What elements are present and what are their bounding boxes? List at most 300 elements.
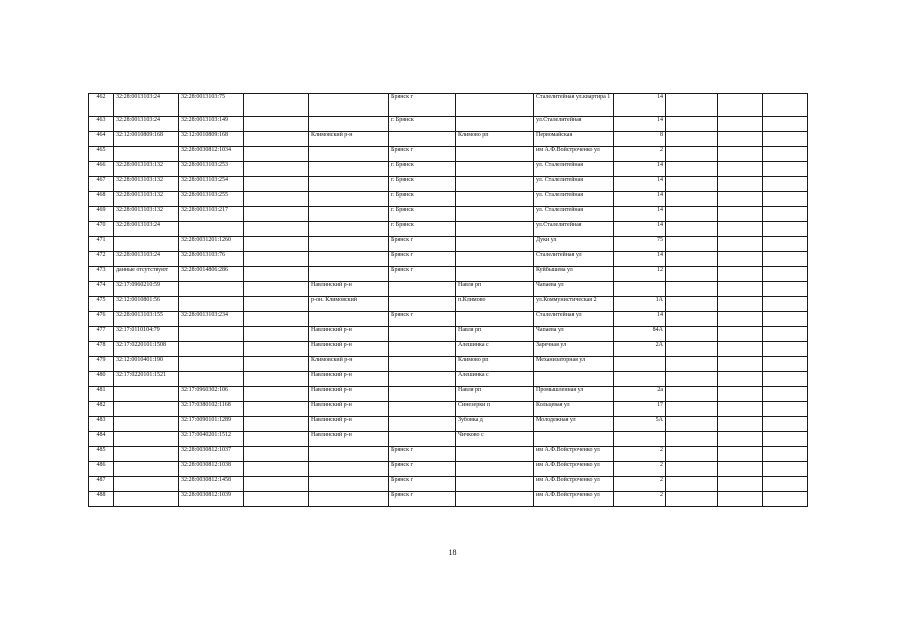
cell-row-number: 466 xyxy=(89,162,114,177)
cell-city: г. Брянск xyxy=(389,177,456,192)
cell-cadastral-number-object xyxy=(179,297,244,312)
cell-structure xyxy=(718,162,763,177)
cell-cadastral-number-land: 32:17:0960210:59 xyxy=(114,282,179,297)
cell-cadastral-number-land: 32:28:0013103:155 xyxy=(114,312,179,327)
cell-apartment xyxy=(763,222,808,237)
table-row xyxy=(89,267,808,282)
cell-row-number: 474 xyxy=(89,282,114,297)
cell-region xyxy=(244,357,309,372)
cell-region xyxy=(244,432,309,447)
cell-apartment xyxy=(763,327,808,342)
cell-street: им А.Ф.Войстроченко ул xyxy=(534,462,614,477)
cell-house-number: 14 xyxy=(614,94,666,117)
cell-house-number: 2 xyxy=(614,462,666,477)
cell-house-number: 14 xyxy=(614,162,666,177)
cell-city: Брянск г xyxy=(389,94,456,117)
cell-district xyxy=(309,237,389,252)
cell-city xyxy=(389,417,456,432)
cell-apartment xyxy=(763,447,808,462)
cell-cadastral-number-object: 32:28:0013103:76 xyxy=(179,252,244,267)
cell-district xyxy=(309,162,389,177)
cell-structure xyxy=(718,372,763,387)
cell-structure xyxy=(718,462,763,477)
cell-apartment xyxy=(763,297,808,312)
cell-street: Куйбышева ул xyxy=(534,267,614,282)
table-row xyxy=(89,477,808,492)
cell-region xyxy=(244,252,309,267)
cell-house-number: 2 xyxy=(614,447,666,462)
cell-city xyxy=(389,282,456,297)
cell-structure xyxy=(718,432,763,447)
cell-city: Брянск г xyxy=(389,447,456,462)
cell-building xyxy=(666,447,718,462)
cell-region xyxy=(244,192,309,207)
cell-building xyxy=(666,357,718,372)
cell-city xyxy=(389,342,456,357)
cell-cadastral-number-land xyxy=(114,462,179,477)
cell-cadastral-number-land: 32:28:0013103:24 xyxy=(114,94,179,117)
cell-structure xyxy=(718,297,763,312)
table-row xyxy=(89,432,808,447)
table-row xyxy=(89,252,808,267)
table-row xyxy=(89,94,808,117)
cell-settlement xyxy=(456,462,534,477)
cell-apartment xyxy=(763,462,808,477)
cell-city xyxy=(389,387,456,402)
cell-street: им А.Ф.Войстроченко ул xyxy=(534,147,614,162)
cell-building xyxy=(666,267,718,282)
cell-district xyxy=(309,177,389,192)
cell-cadastral-number-object: 32:12:0010809:168 xyxy=(179,132,244,147)
cell-structure xyxy=(718,447,763,462)
cell-house-number: 14 xyxy=(614,192,666,207)
cell-row-number: 483 xyxy=(89,417,114,432)
cell-building xyxy=(666,237,718,252)
cell-structure xyxy=(718,177,763,192)
cell-cadastral-number-object: 32:17:0960302:106 xyxy=(179,387,244,402)
cell-structure xyxy=(718,492,763,507)
cell-building xyxy=(666,297,718,312)
cell-region xyxy=(244,297,309,312)
cell-street: Заречная ул xyxy=(534,342,614,357)
cell-cadastral-number-object xyxy=(179,372,244,387)
cell-city: Брянск г xyxy=(389,492,456,507)
cell-district: Навлинский р-н xyxy=(309,387,389,402)
cell-cadastral-number-object: 32:28:0030812:1458 xyxy=(179,477,244,492)
table-row xyxy=(89,207,808,222)
cell-street: им А.Ф.Войстроченко ул xyxy=(534,492,614,507)
cell-apartment xyxy=(763,237,808,252)
cell-settlement: Навля рп xyxy=(456,387,534,402)
cell-cadastral-number-object xyxy=(179,327,244,342)
cell-street: им А.Ф.Войстроченко ул xyxy=(534,447,614,462)
cell-district: Навлинский р-н xyxy=(309,432,389,447)
cell-cadastral-number-object: 32:28:0013103:253 xyxy=(179,162,244,177)
cell-structure xyxy=(718,327,763,342)
cell-house-number: 14 xyxy=(614,177,666,192)
cell-house-number: 2 xyxy=(614,477,666,492)
cell-settlement: Зубовка д xyxy=(456,417,534,432)
cell-district: Климовский р-н xyxy=(309,132,389,147)
cell-cadastral-number-land xyxy=(114,492,179,507)
registry-table xyxy=(88,93,808,507)
cell-structure xyxy=(718,357,763,372)
cell-settlement: Навля рп xyxy=(456,327,534,342)
cell-apartment xyxy=(763,492,808,507)
cell-row-number: 467 xyxy=(89,177,114,192)
table-row xyxy=(89,117,808,132)
cell-district: Навлинский р-н xyxy=(309,417,389,432)
cell-apartment xyxy=(763,177,808,192)
cell-house-number: 14 xyxy=(614,222,666,237)
cell-building xyxy=(666,342,718,357)
cell-city xyxy=(389,327,456,342)
cell-city xyxy=(389,402,456,417)
cell-settlement xyxy=(456,237,534,252)
cell-region xyxy=(244,342,309,357)
cell-house-number: 2 xyxy=(614,147,666,162)
cell-cadastral-number-object xyxy=(179,357,244,372)
cell-city: г. Брянск xyxy=(389,207,456,222)
cell-structure xyxy=(718,94,763,117)
cell-region xyxy=(244,417,309,432)
cell-house-number: 2 xyxy=(614,492,666,507)
cell-cadastral-number-object: 32:28:0013103:217 xyxy=(179,207,244,222)
cell-building xyxy=(666,147,718,162)
cell-row-number: 469 xyxy=(89,207,114,222)
cell-building xyxy=(666,117,718,132)
cell-cadastral-number-land xyxy=(114,477,179,492)
cell-cadastral-number-land: 32:28:0013103:132 xyxy=(114,162,179,177)
cell-street: ул. Сталелитейная xyxy=(534,207,614,222)
table-row xyxy=(89,402,808,417)
table-row xyxy=(89,162,808,177)
cell-region xyxy=(244,327,309,342)
cell-street: Молодежная ул xyxy=(534,417,614,432)
cell-row-number: 479 xyxy=(89,357,114,372)
cell-cadastral-number-land xyxy=(114,447,179,462)
cell-district xyxy=(309,207,389,222)
cell-region xyxy=(244,402,309,417)
cell-district xyxy=(309,117,389,132)
table-row xyxy=(89,447,808,462)
cell-district xyxy=(309,222,389,237)
cell-settlement xyxy=(456,162,534,177)
cell-street: Промышленная ул xyxy=(534,387,614,402)
cell-apartment xyxy=(763,417,808,432)
cell-house-number: 14 xyxy=(614,117,666,132)
cell-city: Брянск г xyxy=(389,312,456,327)
table-row xyxy=(89,417,808,432)
cell-cadastral-number-object xyxy=(179,222,244,237)
cell-house-number: 17 xyxy=(614,402,666,417)
cell-structure xyxy=(718,207,763,222)
cell-cadastral-number-object: 32:17:0090101:1289 xyxy=(179,417,244,432)
cell-cadastral-number-land xyxy=(114,387,179,402)
cell-region xyxy=(244,477,309,492)
cell-settlement xyxy=(456,222,534,237)
cell-apartment xyxy=(763,387,808,402)
cell-apartment xyxy=(763,94,808,117)
cell-settlement xyxy=(456,252,534,267)
cell-region xyxy=(244,447,309,462)
cell-district xyxy=(309,192,389,207)
cell-settlement xyxy=(456,312,534,327)
cell-cadastral-number-land: 32:12:0010401:190 xyxy=(114,357,179,372)
cell-building xyxy=(666,162,718,177)
cell-region xyxy=(244,177,309,192)
cell-building xyxy=(666,432,718,447)
cell-city: г. Брянск xyxy=(389,192,456,207)
cell-row-number: 463 xyxy=(89,117,114,132)
page-number: 18 xyxy=(448,548,457,557)
cell-district xyxy=(309,492,389,507)
cell-region xyxy=(244,282,309,297)
cell-settlement: Климово рп xyxy=(456,132,534,147)
cell-structure xyxy=(718,417,763,432)
cell-apartment xyxy=(763,132,808,147)
cell-district xyxy=(309,94,389,117)
cell-cadastral-number-land: 32:28:0013103:132 xyxy=(114,207,179,222)
cell-settlement xyxy=(456,447,534,462)
cell-district: р-он. Климовский xyxy=(309,297,389,312)
cell-cadastral-number-object: 32:28:0030812:1039 xyxy=(179,492,244,507)
cell-row-number: 481 xyxy=(89,387,114,402)
cell-building xyxy=(666,312,718,327)
cell-cadastral-number-object xyxy=(179,282,244,297)
cell-city: г. Брянск xyxy=(389,222,456,237)
cell-row-number: 468 xyxy=(89,192,114,207)
cell-structure xyxy=(718,237,763,252)
cell-structure xyxy=(718,147,763,162)
cell-structure xyxy=(718,402,763,417)
cell-settlement: Алешинка с xyxy=(456,342,534,357)
cell-cadastral-number-object: 32:28:0030812:1038 xyxy=(179,462,244,477)
cell-cadastral-number-land: 32:12:0010809:168 xyxy=(114,132,179,147)
cell-city xyxy=(389,372,456,387)
cell-row-number: 473 xyxy=(89,267,114,282)
cell-cadastral-number-land: 32:28:0013103:24 xyxy=(114,117,179,132)
cell-street xyxy=(534,432,614,447)
cell-district: Навлинский р-н xyxy=(309,402,389,417)
table-row xyxy=(89,357,808,372)
cell-city: Брянск г xyxy=(389,147,456,162)
cell-house-number xyxy=(614,432,666,447)
cell-cadastral-number-object xyxy=(179,342,244,357)
table-row xyxy=(89,387,808,402)
cell-street: Кольцевая ул xyxy=(534,402,614,417)
cell-cadastral-number-object: 32:28:0030812:1037 xyxy=(179,447,244,462)
cell-settlement xyxy=(456,94,534,117)
cell-house-number: 14 xyxy=(614,252,666,267)
table-row xyxy=(89,462,808,477)
cell-settlement: Навля рп xyxy=(456,282,534,297)
cell-city: Брянск г xyxy=(389,237,456,252)
cell-row-number: 465 xyxy=(89,147,114,162)
table-row xyxy=(89,372,808,387)
cell-building xyxy=(666,372,718,387)
cell-apartment xyxy=(763,477,808,492)
table-row xyxy=(89,342,808,357)
cell-house-number: 14 xyxy=(614,312,666,327)
cell-apartment xyxy=(763,282,808,297)
cell-district: Климовский р-н xyxy=(309,357,389,372)
cell-apartment xyxy=(763,432,808,447)
cell-city xyxy=(389,297,456,312)
cell-row-number: 480 xyxy=(89,372,114,387)
cell-cadastral-number-land xyxy=(114,432,179,447)
cell-street: Чапаева ул xyxy=(534,282,614,297)
cell-structure xyxy=(718,387,763,402)
cell-street: Сталелитейная ул xyxy=(534,252,614,267)
cell-settlement xyxy=(456,117,534,132)
cell-cadastral-number-land xyxy=(114,147,179,162)
cell-city xyxy=(389,357,456,372)
cell-city: Брянск г xyxy=(389,252,456,267)
cell-structure xyxy=(718,222,763,237)
cell-house-number: 1А xyxy=(614,297,666,312)
cell-building xyxy=(666,477,718,492)
cell-region xyxy=(244,117,309,132)
cell-street: Первомайская xyxy=(534,132,614,147)
cell-city: г. Брянск xyxy=(389,162,456,177)
cell-city: Брянск г xyxy=(389,477,456,492)
cell-region xyxy=(244,147,309,162)
cell-structure xyxy=(718,132,763,147)
cell-house-number: 8 xyxy=(614,132,666,147)
cell-row-number: 476 xyxy=(89,312,114,327)
cell-cadastral-number-land: 32:17:0220101:1508 xyxy=(114,342,179,357)
table-row xyxy=(89,132,808,147)
cell-street: ул. Сталелитейная xyxy=(534,162,614,177)
cell-district xyxy=(309,462,389,477)
cell-row-number: 488 xyxy=(89,492,114,507)
cell-cadastral-number-land: 32:28:0013103:24 xyxy=(114,222,179,237)
cell-settlement xyxy=(456,267,534,282)
cell-cadastral-number-object: 32:28:0013103:234 xyxy=(179,312,244,327)
cell-city xyxy=(389,432,456,447)
cell-row-number: 475 xyxy=(89,297,114,312)
cell-region xyxy=(244,387,309,402)
cell-building xyxy=(666,282,718,297)
cell-street: им А.Ф.Войстроченко ул xyxy=(534,477,614,492)
cell-cadastral-number-land: 32:17:0110104:79 xyxy=(114,327,179,342)
cell-building xyxy=(666,387,718,402)
cell-region xyxy=(244,462,309,477)
cell-row-number: 471 xyxy=(89,237,114,252)
cell-settlement: Климово рп xyxy=(456,357,534,372)
table-row xyxy=(89,147,808,162)
cell-structure xyxy=(718,312,763,327)
cell-city: Брянск г xyxy=(389,267,456,282)
cell-cadastral-number-object: 32:28:0013103:255 xyxy=(179,192,244,207)
cell-building xyxy=(666,207,718,222)
cell-settlement: Синезерки п xyxy=(456,402,534,417)
cell-district xyxy=(309,252,389,267)
cell-street: ул.Сталелитейная xyxy=(534,117,614,132)
cell-apartment xyxy=(763,192,808,207)
cell-apartment xyxy=(763,252,808,267)
cell-structure xyxy=(718,192,763,207)
cell-cadastral-number-land: 32:17:0220101:1521 xyxy=(114,372,179,387)
cell-row-number: 482 xyxy=(89,402,114,417)
cell-row-number: 472 xyxy=(89,252,114,267)
cell-house-number: 12 xyxy=(614,267,666,282)
cell-cadastral-number-land xyxy=(114,417,179,432)
cell-settlement xyxy=(456,207,534,222)
cell-street: Сталелитейная ул xyxy=(534,312,614,327)
cell-street: Механизаторная ул xyxy=(534,357,614,372)
cell-house-number xyxy=(614,357,666,372)
cell-cadastral-number-object: 32:28:0013103:254 xyxy=(179,177,244,192)
cell-cadastral-number-land xyxy=(114,402,179,417)
cell-region xyxy=(244,312,309,327)
table-row xyxy=(89,312,808,327)
cell-apartment xyxy=(763,147,808,162)
cell-region xyxy=(244,94,309,117)
cell-apartment xyxy=(763,312,808,327)
cell-settlement xyxy=(456,147,534,162)
cell-structure xyxy=(718,342,763,357)
table-row xyxy=(89,327,808,342)
cell-house-number: 5А xyxy=(614,417,666,432)
cell-region xyxy=(244,207,309,222)
cell-apartment xyxy=(763,162,808,177)
cell-cadastral-number-object: 32:28:0013103:75 xyxy=(179,94,244,117)
cell-house-number: 2А xyxy=(614,342,666,357)
cell-house-number xyxy=(614,282,666,297)
cell-row-number: 486 xyxy=(89,462,114,477)
cell-building xyxy=(666,492,718,507)
cell-row-number: 485 xyxy=(89,447,114,462)
cell-apartment xyxy=(763,342,808,357)
cell-building xyxy=(666,327,718,342)
cell-apartment xyxy=(763,372,808,387)
cell-district: Навлинский р-н xyxy=(309,282,389,297)
cell-row-number: 464 xyxy=(89,132,114,147)
cell-district xyxy=(309,147,389,162)
cell-house-number: 75 xyxy=(614,237,666,252)
cell-apartment xyxy=(763,357,808,372)
cell-structure xyxy=(718,267,763,282)
cell-district xyxy=(309,267,389,282)
cell-row-number: 487 xyxy=(89,477,114,492)
cell-region xyxy=(244,132,309,147)
cell-city: г. Брянск xyxy=(389,117,456,132)
cell-street: Дуки ул xyxy=(534,237,614,252)
cell-city xyxy=(389,132,456,147)
cell-row-number: 478 xyxy=(89,342,114,357)
cell-region xyxy=(244,372,309,387)
cell-settlement xyxy=(456,192,534,207)
cell-district: Навлинский р-н xyxy=(309,327,389,342)
cell-settlement: п.Климово xyxy=(456,297,534,312)
cell-city: Брянск г xyxy=(389,462,456,477)
cell-region xyxy=(244,492,309,507)
cell-district xyxy=(309,312,389,327)
cell-district xyxy=(309,447,389,462)
cell-building xyxy=(666,222,718,237)
cell-cadastral-number-object: 32:28:0031201:1260 xyxy=(179,237,244,252)
cell-cadastral-number-land xyxy=(114,237,179,252)
cell-building xyxy=(666,192,718,207)
cell-district xyxy=(309,477,389,492)
cell-cadastral-number-land: 32:28:0013103:132 xyxy=(114,192,179,207)
table-row xyxy=(89,222,808,237)
cell-row-number: 462 xyxy=(89,94,114,117)
table-row xyxy=(89,177,808,192)
table-row xyxy=(89,192,808,207)
